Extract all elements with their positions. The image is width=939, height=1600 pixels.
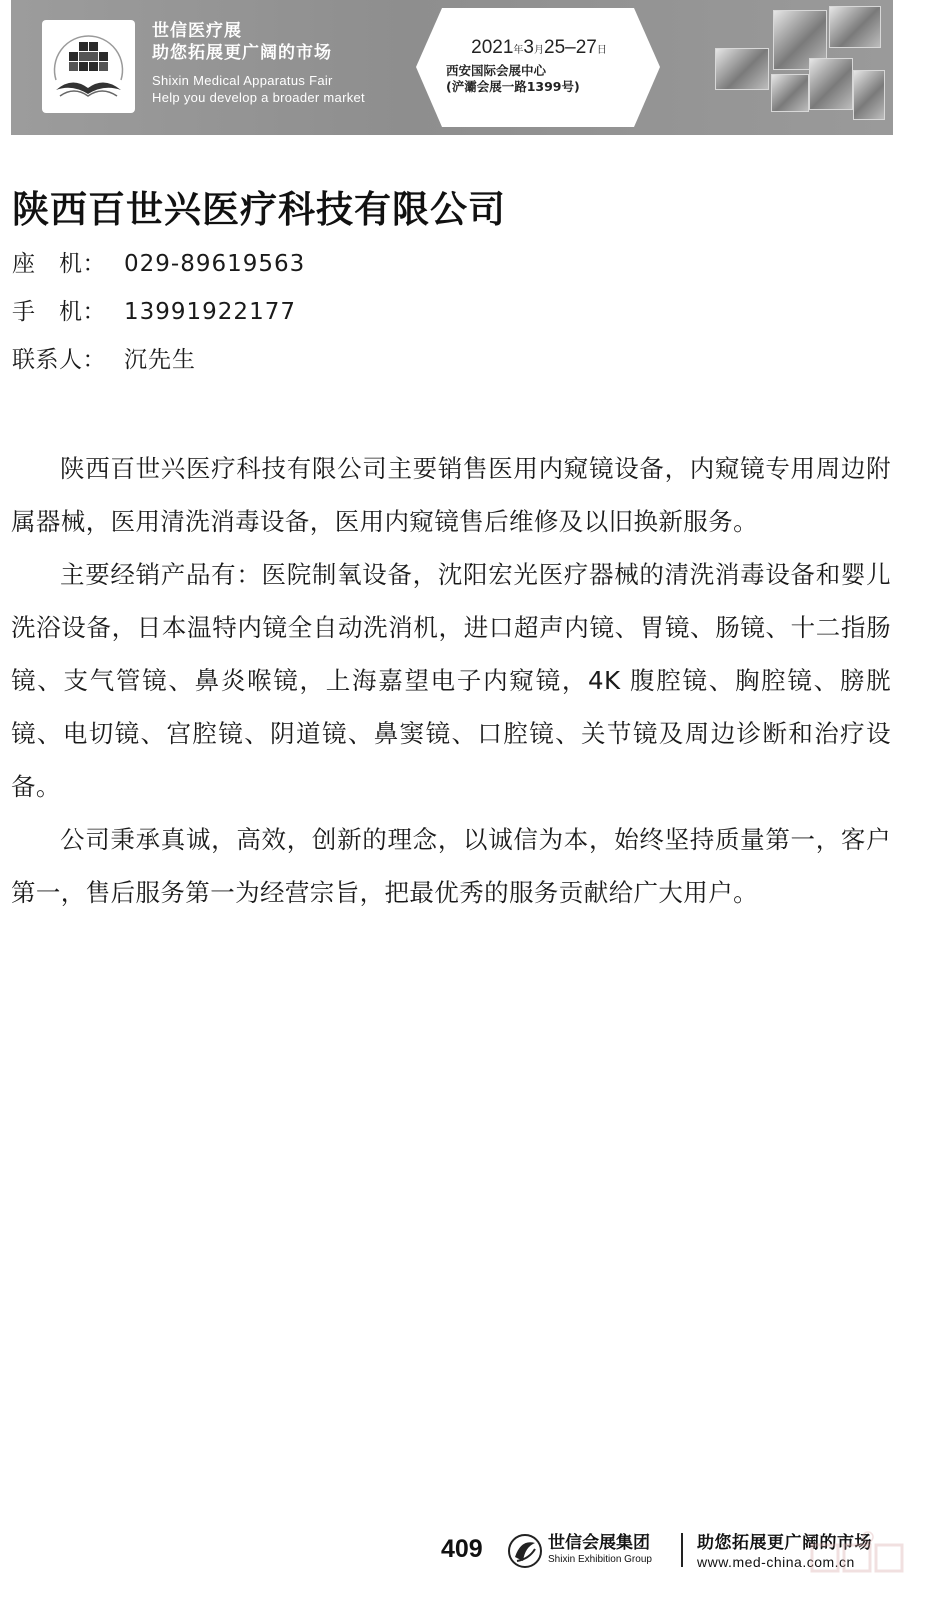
page-footer xyxy=(0,1525,939,1600)
exhibition-banner xyxy=(11,0,893,135)
banner-slogan-cn: 助您拓展更广阔的市场 xyxy=(152,43,332,63)
watermark-icon xyxy=(808,1529,908,1575)
company-description xyxy=(11,442,891,919)
footer-divider xyxy=(681,1533,683,1567)
description-paragraph-products: 主要经销产品有：医院制氧设备，沈阳宏光医疗器械的清洗消毒设备和婴儿洗浴设备，日本温特内镜全自动洗消机，进口超声内镜、胃镜、肠镜、十二指肠镜、支气管镜、鼻炎喉镜，上海嘉望电子内窥镜，4K 腹腔镜、胸腔镜、膀胱镜、电切镜、宫腔镜、阴道镜、鼻窦镜、口腔镜、关节镜及周边诊断和治疗设备。 xyxy=(11,560,891,801)
event-date: 2021年3月25–27日 xyxy=(471,37,607,58)
landline-label: 座 机： xyxy=(12,251,106,277)
page-number: 409 xyxy=(441,1535,483,1563)
contact-label: 联系人： xyxy=(12,347,106,373)
equipment-photo xyxy=(853,70,885,120)
website-url: www.med-china.com.cn xyxy=(697,1554,855,1570)
landline-row xyxy=(12,249,305,279)
footer-slogan: 助您拓展更广阔的市场 xyxy=(697,1533,872,1553)
shixin-group-logo-icon xyxy=(507,1533,543,1569)
banner-title-cn: 世信医疗展 xyxy=(152,21,242,41)
contact-row xyxy=(12,345,196,375)
equipment-photo xyxy=(715,48,769,90)
mobile-number: 13991922177 xyxy=(124,299,296,325)
banner-slogan-en: Help you develop a broader market xyxy=(152,90,365,105)
equipment-photo xyxy=(771,74,809,112)
mobile-label: 手 机： xyxy=(12,299,106,325)
description-paragraph-philosophy: 公司秉承真诚，高效，创新的理念，以诚信为本，始终坚持质量第一，客户第一，售后服务第一为经营宗旨，把最优秀的服务贡献给广大用户。 xyxy=(11,825,891,907)
equipment-photo xyxy=(829,6,881,48)
equipment-photo xyxy=(809,58,853,110)
event-address: (浐灞会展一路1399号) xyxy=(446,79,580,94)
event-venue: 西安国际会展中心 xyxy=(446,63,547,78)
landline-number: 029-89619563 xyxy=(124,251,306,277)
group-name-en: Shixin Exhibition Group xyxy=(548,1554,652,1565)
mobile-row xyxy=(12,297,296,327)
group-name-cn: 世信会展集团 xyxy=(548,1533,650,1553)
company-name: 陕西百世兴医疗科技有限公司 xyxy=(12,188,506,231)
banner-title-en: Shixin Medical Apparatus Fair xyxy=(152,73,333,88)
description-paragraph-services: 陕西百世兴医疗科技有限公司主要销售医用内窥镜设备，内窥镜专用周边附属器械，医用清洗消毒设备，医用内窥镜售后维修及以旧换新服务。 xyxy=(11,454,891,536)
fair-logo-icon xyxy=(42,20,135,113)
contact-person: 沉先生 xyxy=(124,347,196,373)
group-name-block xyxy=(548,1532,652,1566)
banner-title-block xyxy=(152,20,365,106)
event-info-panel xyxy=(414,0,662,135)
medical-equipment-photos xyxy=(701,0,893,135)
